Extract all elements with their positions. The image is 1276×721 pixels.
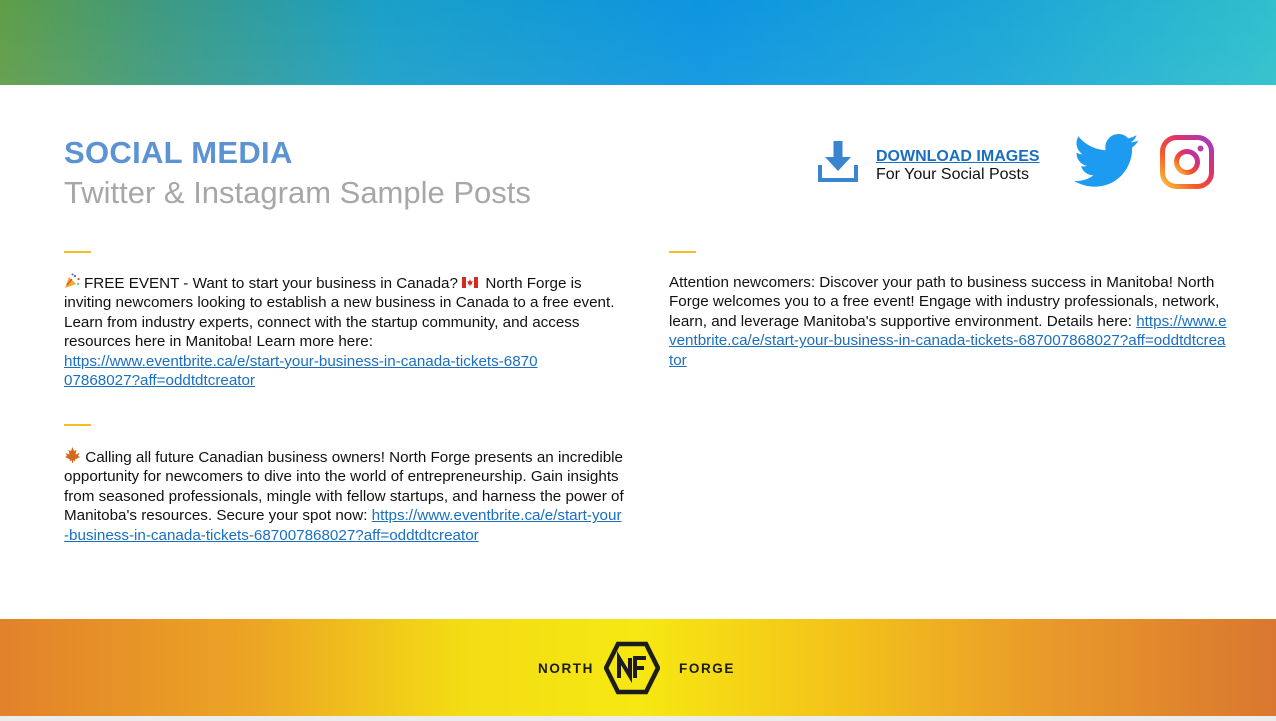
post-divider	[64, 424, 91, 426]
logo-mark-icon	[604, 641, 660, 695]
post-divider	[64, 251, 91, 253]
page-title: SOCIAL MEDIA	[64, 135, 293, 170]
bottom-edge-line	[0, 716, 1276, 721]
twitter-icon[interactable]	[1074, 134, 1140, 188]
post-3-text: Calling all future Canadian business owners! North Forge presents an incredible opportunity for newcomers to dive into the world of entrepreneurship. Gain insights from seasoned professionals, mingle with fellow startups, and harness the power of Manitoba's resources. Secure your spot now:	[64, 449, 624, 525]
post-1	[64, 273, 624, 390]
logo-text-forge: FORGE	[679, 661, 736, 676]
post-2	[669, 273, 1229, 370]
post-1-link[interactable]: https://www.eventbrite.ca/e/start-your-business-in-canada-tickets-687007868027?aff=oddtdtcreator	[64, 352, 538, 390]
post-2-link[interactable]: https://www.eventbrite.ca/e/start-your-business-in-canada-tickets-687007868027?aff=oddtdtcreator	[669, 312, 1227, 369]
download-icon[interactable]	[818, 140, 858, 182]
post-2-text: Attention newcomers: Discover your path to business success in Manitoba! North Forge welcomes you to a free event! Engage with industry professionals, network, learn, and leverage Manitoba's supportive environment. Details here:	[669, 274, 1220, 330]
party-popper-icon	[64, 273, 81, 289]
page-subtitle: Twitter & Instagram Sample Posts	[64, 175, 531, 210]
logo-text-north: NORTH	[538, 661, 594, 676]
maple-leaf-icon	[64, 447, 81, 463]
logo-mark-text: NF	[632, 641, 634, 642]
instagram-icon[interactable]	[1160, 135, 1214, 189]
top-gradient-banner	[0, 0, 1276, 85]
post-1-text-a: FREE EVENT - Want to start your business in Canada?	[84, 275, 463, 292]
north-forge-logo	[538, 641, 738, 695]
post-3-link[interactable]: https://www.eventbrite.ca/e/start-your-business-in-canada-tickets-687007868027?aff=oddtdtcreator	[64, 507, 622, 544]
post-1-text-b: North Forge is inviting newcomers looking to establish a new business in Canada to a free event. Learn from industry experts, connect with the startup community, and access resources here in Manitoba! Learn more here:	[64, 275, 615, 351]
post-3	[64, 447, 624, 545]
post-divider	[669, 251, 696, 253]
canada-flag-icon	[462, 277, 478, 288]
download-images-link[interactable]: DOWNLOAD IMAGES	[876, 148, 1040, 165]
download-sublabel: For Your Social Posts	[876, 166, 1029, 183]
